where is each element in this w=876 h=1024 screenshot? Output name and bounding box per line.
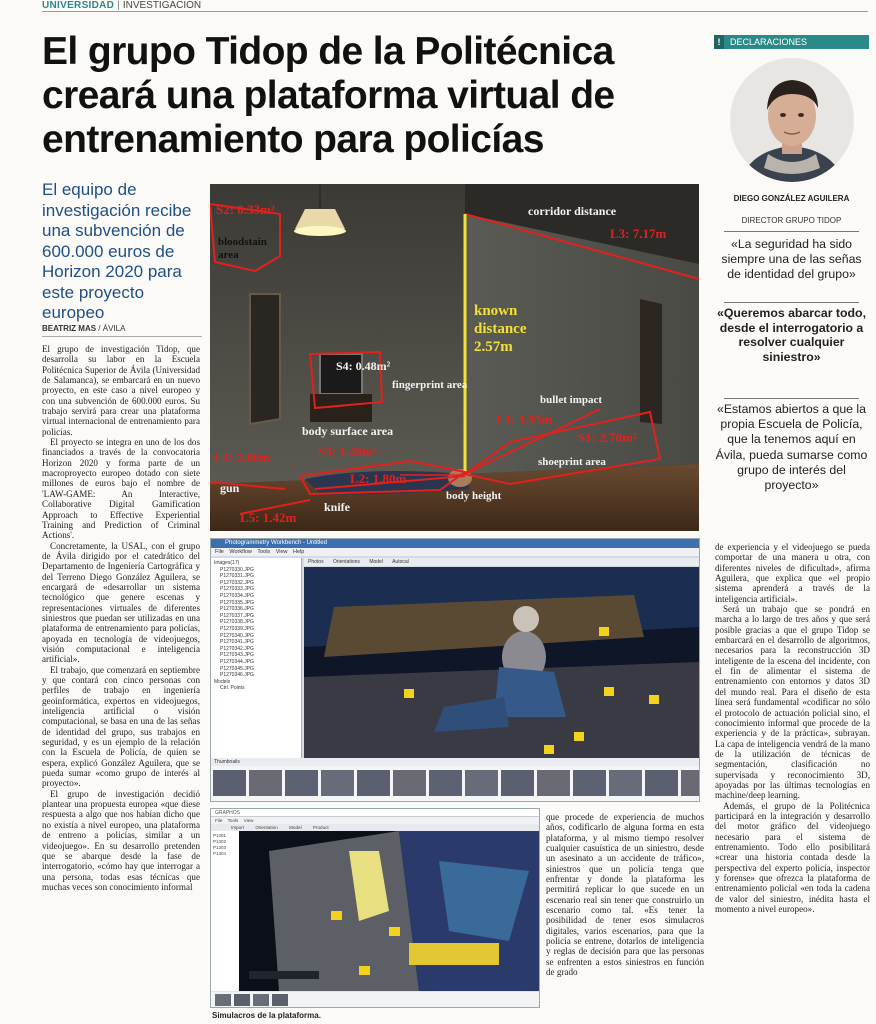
image-item: P1302 bbox=[213, 839, 227, 844]
photo-caption: Simulacros de la plataforma. bbox=[212, 1011, 321, 1020]
tab-orientations: Orientations bbox=[332, 559, 360, 565]
thumbnail-images bbox=[211, 992, 540, 1008]
label-knife: knife bbox=[324, 500, 351, 514]
label-bullet: bullet impact bbox=[540, 394, 603, 406]
image-item: P1303 bbox=[213, 845, 227, 850]
file-item: P1270334.JPG bbox=[220, 592, 254, 599]
file-item: P1270345.JPG bbox=[220, 665, 254, 672]
label-shoeprint: shoeprint area bbox=[538, 456, 606, 468]
byline-place: ÁVILA bbox=[102, 324, 126, 333]
quote-3: «Estamos abiertos a que la propia Escuela de Policía, que la tenemos aquí en Ávila, pueda sumarse como grupo de interés del proyecto» bbox=[715, 402, 868, 493]
software-screenshot-2 bbox=[210, 808, 540, 1008]
article-column-3 bbox=[546, 812, 704, 1022]
view-tabs bbox=[304, 558, 699, 566]
point-cloud-render bbox=[239, 831, 539, 991]
view-tabs bbox=[211, 824, 539, 831]
file-item: P1270341.JPG bbox=[220, 639, 254, 646]
tree-header: Images(17) bbox=[214, 560, 240, 566]
label-s2: S2: 0.33m² bbox=[216, 202, 275, 217]
label-l2: L2: 1.80m bbox=[350, 471, 407, 486]
file-item: P1270335.JPG bbox=[220, 599, 254, 606]
file-item: P1270331.JPG bbox=[220, 573, 254, 580]
software-screenshot-1 bbox=[210, 538, 700, 802]
label-body-height: body height bbox=[446, 490, 502, 502]
image-item: P1301 bbox=[213, 833, 227, 838]
file-item: P1270344.JPG bbox=[220, 658, 254, 665]
label-fingerprint: fingerprint area bbox=[392, 379, 468, 391]
thumbnail-images bbox=[211, 766, 700, 801]
3d-viewport bbox=[239, 831, 539, 991]
quote-1: «La seguridad ha sido siempre una de las señas de identidad del grupo» bbox=[721, 237, 862, 282]
label-body-surface: body surface area bbox=[302, 424, 394, 438]
divider bbox=[724, 398, 859, 399]
point-cloud-render bbox=[304, 567, 699, 758]
article-column-4 bbox=[715, 542, 870, 1022]
tab-model: Model bbox=[289, 825, 302, 830]
exclamation-icon: ! bbox=[714, 35, 724, 49]
byline-sep: / bbox=[96, 324, 103, 333]
paragraph: El grupo de investigación Tidop, que desarrolla su labor en la Escuela Politécnica Superior de Ávila (Universidad de Salamanca), se embarcará en un nuevo proyecto, en este caso a nivel europeo y con una subvención de 600.000 euros. Su trabajo servirá para crear una plataforma virtual internacional de entrenamiento para policías. bbox=[42, 344, 200, 437]
file-item: P1270336.JPG bbox=[220, 606, 254, 613]
file-item: P1270332.JPG bbox=[220, 579, 254, 586]
thumbnails-header: Thumbnails bbox=[211, 758, 699, 766]
declarations-header bbox=[714, 35, 869, 49]
image-item: P1304 bbox=[213, 851, 227, 856]
tab-product: Product bbox=[312, 825, 329, 830]
tab-model: Model bbox=[369, 559, 383, 565]
label-l4: L4: 2.06m bbox=[214, 450, 271, 465]
headline: El grupo Tidop de la Politécnica creará una plataforma virtual de entrenamiento para policías bbox=[42, 30, 615, 161]
tree-models: Models bbox=[214, 678, 231, 685]
menu-bar: File Tools View bbox=[211, 817, 539, 824]
thumbnail-strip bbox=[211, 992, 539, 1008]
byline bbox=[42, 324, 202, 337]
section-bar bbox=[42, 0, 868, 12]
paragraph: El grupo de investigación decidió plantear una propuesta europea «que diese respuesta a algo que nos habían dicho que no existía a nivel europeo, una plataforma de entreno a policías, similar a un videojuego». En su desarrollo pretenden que se abarque desde la fase de interrogatorio, «cómo hay que interrogar a una persona, todas esas técnicas que muchas veces son conocimiento informal bbox=[42, 788, 200, 892]
label-bloodstain: bloodstain area bbox=[218, 236, 267, 261]
subhead: El equipo de investigación recibe una subvención de 600.000 euros de Horizon 2020 para este proyecto europeo bbox=[42, 180, 192, 322]
section-name: UNIVERSIDAD bbox=[42, 0, 115, 11]
file-tree bbox=[211, 558, 302, 758]
file-item: P1270340.JPG bbox=[220, 632, 254, 639]
person-role: DIRECTOR GRUPO TIDOP bbox=[741, 216, 842, 225]
paragraph: Concretamente, la USAL, con el grupo de Ávila dirigido por el catedrático del Departamento de Ingeniería Cartográfica y del Terreno Diego González Aguilera, se encargará de «desarrollar un sistema tecnológico que genere escenas y representaciones virtuales de diferentes siniestros que puedan ser utilizadas en una plataforma de entrenamiento para policías, apoyada en tecnología de videojuegos, visión computacional e inteligencia artificial». bbox=[42, 540, 200, 665]
section-sub: INVESTIGACIÓN bbox=[122, 0, 202, 11]
paragraph: Además, el grupo de la Politécnica participará en la integración y desarrollo del motor gráfico del videojuego necesario para el sistema de entrenamiento. Todo ello posibilitará «crear una historia contada desde la perspectiva del experto policía, inspector y forense» que ofrezca la plataforma de entrenamiento policial «en toda la cadena de valor del siniestro, inédita hasta el momento a nivel europeo». bbox=[715, 800, 870, 915]
paragraph: El trabajo, que comenzará en septiembre y que contará con cinco personas con perfiles de trabajo en ingeniería geoinformática, expertos en videojuegos, inteligencia artificial o visión computacional, se basa en una de las señas de identidad del grupo, sus trabajos en seguridad, y es un ejemplo de la relación con la Escuela de Policía, de quien se espera, explicó González Aguilera, que se pueda sumar «como grupo de interés al proyecto». bbox=[42, 664, 200, 789]
window-title: GRAPHOS bbox=[211, 809, 539, 817]
label-l3: L3: 7.17m bbox=[610, 226, 667, 241]
label-l1: L1: 1.93m bbox=[496, 412, 553, 427]
crime-scene-photo bbox=[210, 184, 699, 531]
label-known-distance: known distance 2.57m bbox=[474, 303, 527, 355]
paragraph: de experiencia y el videojuego se pueda comportar de una manera u otra, con diferentes niveles de dificultad», afirma Aguilera, que explica que «el propio sistema aprenderá a través de la inteligencia artificial». bbox=[715, 542, 870, 604]
label-s1: S1: 2.70m² bbox=[578, 430, 637, 445]
quote-2: «Queremos abarcar todo, desde el interrogatorio a resolver cualquier siniestro» bbox=[717, 306, 866, 364]
person-portrait bbox=[730, 58, 854, 182]
divider bbox=[724, 231, 859, 232]
paragraph: Será un trabajo que se pondrá en marcha a lo largo de tres años y que será posible gracias a que el grupo Tidop se embarcará en el desarrollo de algoritmos, necesarios para la reconstrucción 3D inteligente de la escena del incidente, con el fin de alimentar el sistema de entrenamiento con entornos y datos 3D del mundo real. Para el diseño de esta línea será fundamental «codificar no sólo el protocolo de actuación policial sino, el conocimiento informal que procede de la experiencia y de la práctica», subrayan. La capa de inteligencia vendrá de la mano de la utilización de técnicas de segmentación, clasificación no supervisada y reconocimiento 3D, apoyadas por las últimas tecnologías en machine/deep learning. bbox=[715, 604, 870, 801]
file-item: P1270339.JPG bbox=[220, 625, 254, 632]
tab-photos: Photos bbox=[308, 559, 324, 565]
label-l5: L5: 1.42m bbox=[240, 510, 297, 525]
person-name: DIEGO GONZÁLEZ AGUILERA bbox=[733, 194, 850, 203]
file-item: P1270330.JPG bbox=[220, 566, 254, 573]
file-item: P1270343.JPG bbox=[220, 652, 254, 659]
3d-viewport bbox=[304, 567, 699, 758]
divider bbox=[724, 302, 859, 303]
file-item: P1270333.JPG bbox=[220, 586, 254, 593]
file-item: P1270337.JPG bbox=[220, 612, 254, 619]
tree-models-item: Ctrl. Points bbox=[220, 685, 245, 692]
article-column-1 bbox=[42, 344, 200, 1020]
label-s3: S3: 1.48m² bbox=[318, 444, 377, 459]
image-list bbox=[211, 831, 239, 991]
window-title: Photogrammetry Workbench - Untitled bbox=[211, 539, 699, 548]
file-item: P1270338.JPG bbox=[220, 619, 254, 626]
label-gun: gun bbox=[220, 481, 240, 495]
byline-author: BEATRIZ MAS bbox=[42, 324, 97, 333]
paragraph: que procede de experiencia de muchos años, codificarlo de alguna forma en esta plataforma, y al mismo tiempo resolver cualquier casuística de un siniestro, desde un asesinato a un accidente de tráfico», siniestros que un policía tenga que enfrentar y donde la plataforma les permitirá replicar lo que sucede en un escenario real sin tener que construirlo un escenario como tal. «Es tener la posibilidad de tener esos simulacros digitales, varios escenarios, para que la policía se entrene, dotarlos de inteligencia y reglas de decisión para que las personas se enfrenten a estos siniestros en función de grado bbox=[546, 812, 704, 978]
label-corridor: corridor distance bbox=[528, 204, 617, 218]
file-item: P1270346.JPG bbox=[220, 672, 254, 679]
menu-bar: File Workflow Tools View Help bbox=[211, 548, 699, 556]
tab-orientation: Orientation bbox=[255, 825, 278, 830]
label-s4: S4: 0.48m² bbox=[336, 359, 391, 373]
paragraph: El proyecto se integra en uno de los dos financiados a través de la convocatoria Horizon 2020 y forma parte de un macroproyecto europeo dotado con siete millones de euros bajo el nombre de 'LAW-GAME: An Interactive, Collaborative Digital Gamification Approach to Effective Experiential Training and Prediction of Criminal Actions'. bbox=[42, 437, 200, 541]
tab-import: Import bbox=[231, 825, 245, 830]
portrait-photo bbox=[730, 58, 854, 182]
section-separator: | bbox=[117, 0, 120, 11]
file-item: P1270342.JPG bbox=[220, 645, 254, 652]
tab-autocal: Autocal bbox=[392, 559, 409, 565]
thumbnail-strip bbox=[211, 766, 699, 801]
declarations-title: DECLARACIONES bbox=[730, 37, 808, 47]
